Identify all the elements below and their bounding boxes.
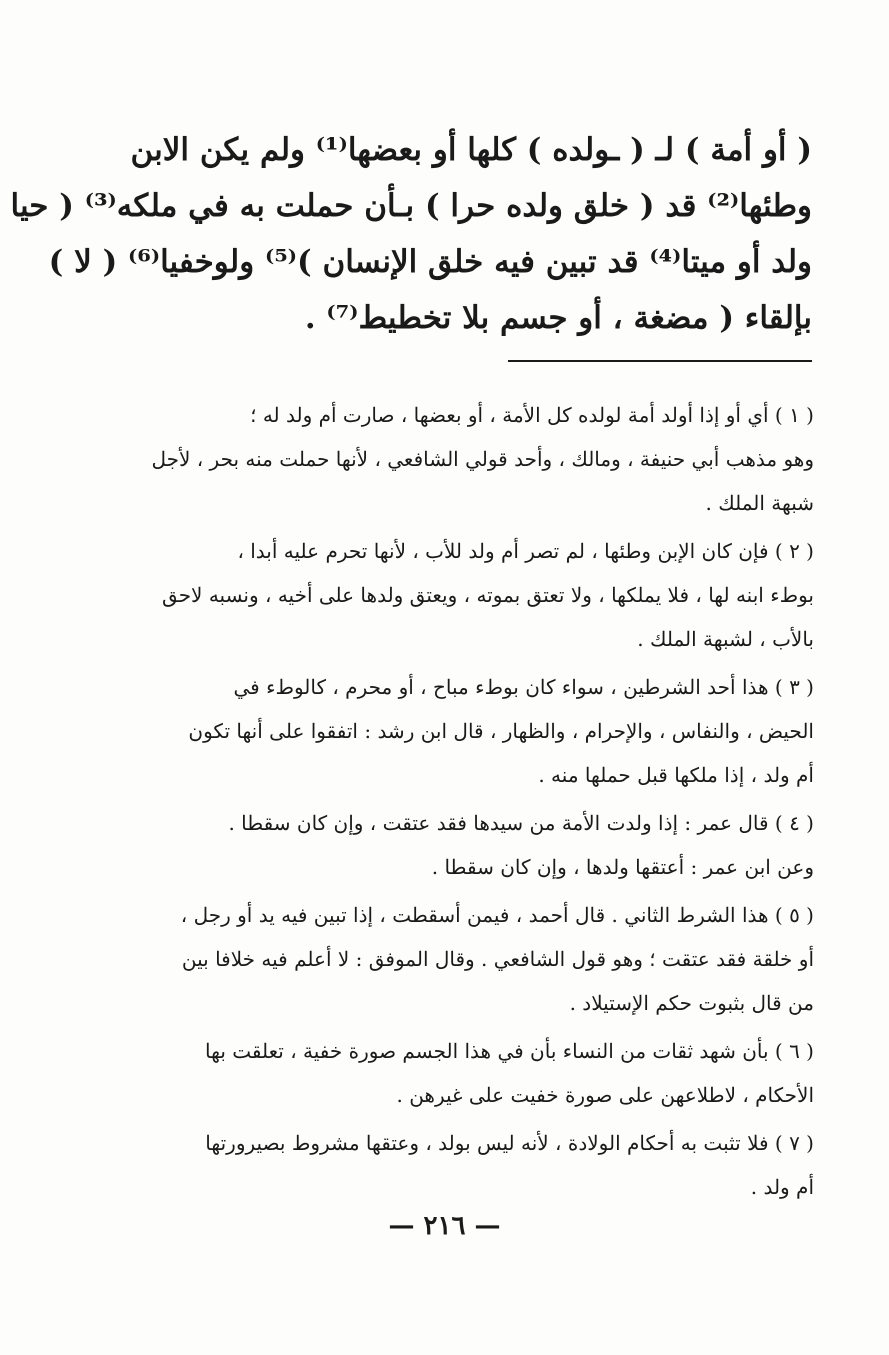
main-text-block [10,122,812,346]
footnote-line: وعن ابن عمر : أعتقها ولدها ، وإن كان سقطا . [431,855,814,879]
footnote-6 [72,1029,814,1117]
main-text-line: ولد أو ميتا⁽⁴⁾ قد تبين فيه خلق الإنسان )⁽⁵⁾ ولوخفيا⁽⁶⁾ ( لا ) [48,244,812,280]
footnote-3 [72,665,814,797]
footnote-4 [72,801,814,889]
footnote-line: شبهة الملك . [705,491,814,515]
footnote-line: بالأب ، لشبهة الملك . [637,627,814,651]
footnote-line: ( ٢ ) فإن كان الإبن وطئها ، لم تصر أم ولد للأب ، لأنها تحرم عليه أبدا ، [237,539,814,563]
footnote-line: ( ٦ ) بأن شهد ثقات من النساء بأن في هذا الجسم صورة خفية ، تعلقت بها [205,1039,814,1063]
footnotes-block [72,393,814,1213]
footnote-line: بوطء ابنه لها ، فلا يملكها ، ولا تعتق بموته ، ويعتق ولدها على أخيه ، ونسبه لاحق [162,583,814,607]
footnote-line: من قال بثبوت حكم الإستيلاد . [569,991,814,1015]
main-text-line: وطئها⁽²⁾ قد ( خلق ولده حرا ) بـأن حملت به في ملكه⁽³⁾ ( حيا [10,188,812,224]
footnote-7 [72,1121,814,1209]
footnote-line: الأحكام ، لاطلاعهن على صورة خفيت على غيرهن . [396,1083,814,1107]
footnote-separator [508,360,812,362]
footnote-line: أو خلقة فقد عتقت ؛ وهو قول الشافعي . وقال الموفق : لا أعلم فيه خلافا بين [181,947,814,971]
footnote-line: أم ولد . [750,1175,814,1199]
footnote-5 [72,893,814,1025]
footnote-line: أم ولد ، إذا ملكها قبل حملها منه . [538,763,814,787]
footnote-line: ( ٥ ) هذا الشرط الثاني . قال أحمد ، فيمن أسقطت ، إذا تبين فيه يد أو رجل ، [180,903,814,927]
footnote-line: الحيض ، والنفاس ، والإحرام ، والظهار ، قال ابن رشد : اتفقوا على أنها تكون [188,719,814,743]
footnote-line: ( ٧ ) فلا تثبت به أحكام الولادة ، لأنه ليس بولد ، وعتقها مشروط بصيرورتها [205,1131,814,1155]
main-text-line: ( أو أمة ) لـ ( ـولده ) كلها أو بعضها⁽¹⁾ ولم يكن الابن [130,132,812,168]
footnote-2 [72,529,814,661]
footnote-line: وهو مذهب أبي حنيفة ، ومالك ، وأحد قولي الشافعي ، لأنها حملت منه بحر ، لأجل [151,447,814,471]
main-text-line: بإلقاء ( مضغة ، أو جسم بلا تخطيط⁽⁷⁾ . [304,300,812,336]
footnote-1 [72,393,814,525]
footnote-line: ( ٤ ) قال عمر : إذا ولدت الأمة من سيدها فقد عتقت ، وإن كان سقطا . [228,811,814,835]
footnote-line: ( ٣ ) هذا أحد الشرطين ، سواء كان بوطء مباح ، أو محرم ، كالوطء في [233,675,814,699]
page-number: — ٢١٦ — [388,1211,501,1241]
footnote-line: ( ١ ) أي أو إذا أولد أمة لولده كل الأمة ، أو بعضها ، صارت أم ولد له ؛ [250,403,814,427]
